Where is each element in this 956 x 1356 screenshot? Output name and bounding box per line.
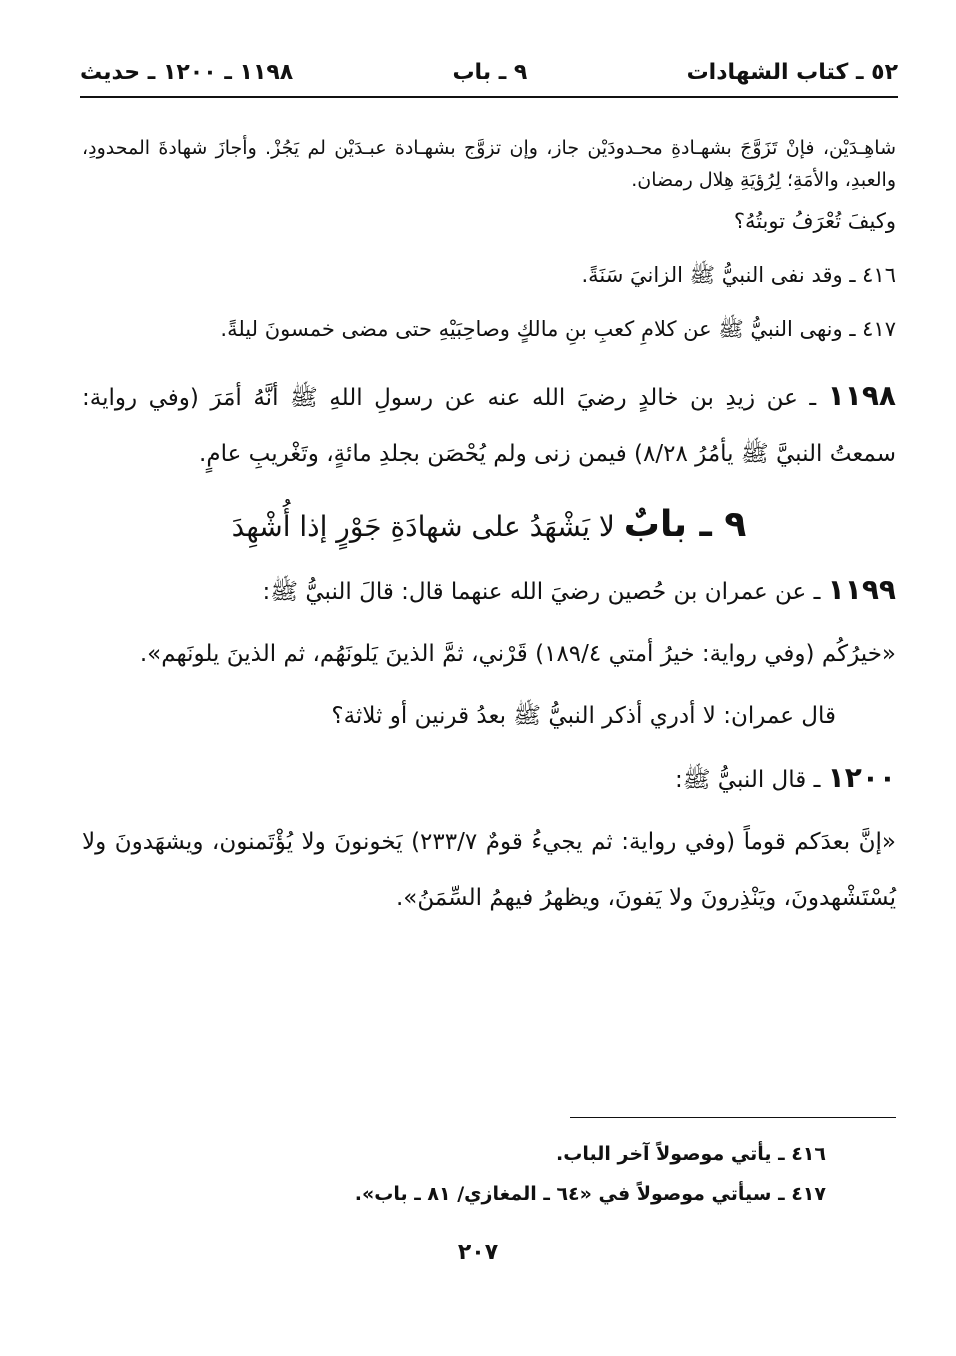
hadith-intro: ـ عن عمران بن حُصين رضيَ الله عنهما قال: قالَ النبيُّ ﷺ: — [262, 579, 828, 605]
hadith-1200-text: «إنَّ بعدَكم قوماً (وفي رواية: ثم يجيءُ قومٌ ٢٣٣/٧) يَخونونَ ولا يُؤْتَمنون، ويشهَدونَ ولا يُسْتَشْهدونَ، ويَنْذِرونَ ولا يَفونَ، ويظهرُ فيهمُ السِّمَنُ». — [82, 829, 896, 911]
chapter-word: بابٌ — [623, 504, 688, 545]
hadith-text: ـ عن زيدِ بن خالدٍ رضيَ الله عنه عن رسولِ اللهِ ﷺ أنَّهُ أمَرَ (وفي رواية: سمعتُ النبيَّ ﷺ يأمُرُ ٨/٢٨) فيمن زنى ولم يُحْصَن بجلدِ مائةٍ، وتَغْريبِ عامٍ. — [82, 385, 896, 467]
chapter-title: لا يَشْهَدُ على شهادَةِ جَوْرٍ إذا أُشْهِدَ — [231, 510, 624, 543]
footnotes — [82, 1134, 826, 1214]
hadith-number: ١١٩٩ — [827, 573, 896, 606]
footnote-417: ٤١٧ ـ سيأتي موصولاً في «٦٤ ـ المغازي/ ٨١ ـ باب». — [354, 1183, 826, 1205]
header-chapter: ٩ ـ باب — [452, 59, 528, 85]
hadith-number: ١٢٠٠ — [827, 761, 896, 794]
header-hadith-range: ١١٩٨ ـ ١٢٠٠ ـ حديث — [80, 59, 294, 85]
note-417: ٤١٧ ـ ونهى النبيُّ ﷺ عن كلامِ كعبِ بنِ مالكٍ وصاحِبَيْهِ حتى مضى خمسونَ ليلةً. — [220, 317, 896, 341]
intro-paragraph: شاهِـدَيْن، فإنْ تَزَوَّجَ بشهـادةِ محـدودَيْن جاز، وإن تزوَّج بشهـادة عبـدَيْن لم يَجُزْ. وأجازَ شهادةَ المحدودِ، والعبدِ، والأمَةِ؛ لِرُؤيَةِ هِلال رمضان. — [82, 137, 896, 191]
footnote-416: ٤١٦ ـ يأتي موصولاً آخر الباب. — [556, 1143, 826, 1165]
main-text — [82, 132, 896, 932]
hadith-1199-follow: قال عمران: لا أدري أذكر النبيُّ ﷺ بعدُ قرنين أو ثلاثة؟ — [331, 703, 836, 729]
question-line: وكيفَ تُعْرَفُ توبتُهُ؟ — [733, 209, 896, 233]
hadith-1199-text: «خيرُكُم (وفي رواية: خيرُ أمتي ١٨٩/٤) قَرْني، ثمَّ الذينَ يَلونَهُم، ثم الذينَ يلونَهم». — [139, 641, 896, 667]
chapter-number: ٩ ـ — [687, 504, 747, 545]
note-416: ٤١٦ ـ وقد نفى النبيُّ ﷺ الزانيَ سَنَةً. — [581, 263, 896, 287]
page-number: ٢٠٧ — [457, 1240, 499, 1265]
hadith-number: ١١٩٨ — [827, 379, 896, 412]
hadith-intro: ـ قال النبيُّ ﷺ: — [674, 767, 828, 793]
running-header — [80, 52, 898, 92]
footnote-divider — [570, 1117, 896, 1118]
hadith-1200 — [82, 750, 896, 808]
header-divider — [80, 96, 898, 98]
hadith-1199 — [82, 562, 896, 620]
header-book-title: ٥٢ ـ كتاب الشهادات — [686, 59, 898, 85]
hadith-1198 — [82, 368, 896, 482]
chapter-heading — [82, 500, 896, 552]
